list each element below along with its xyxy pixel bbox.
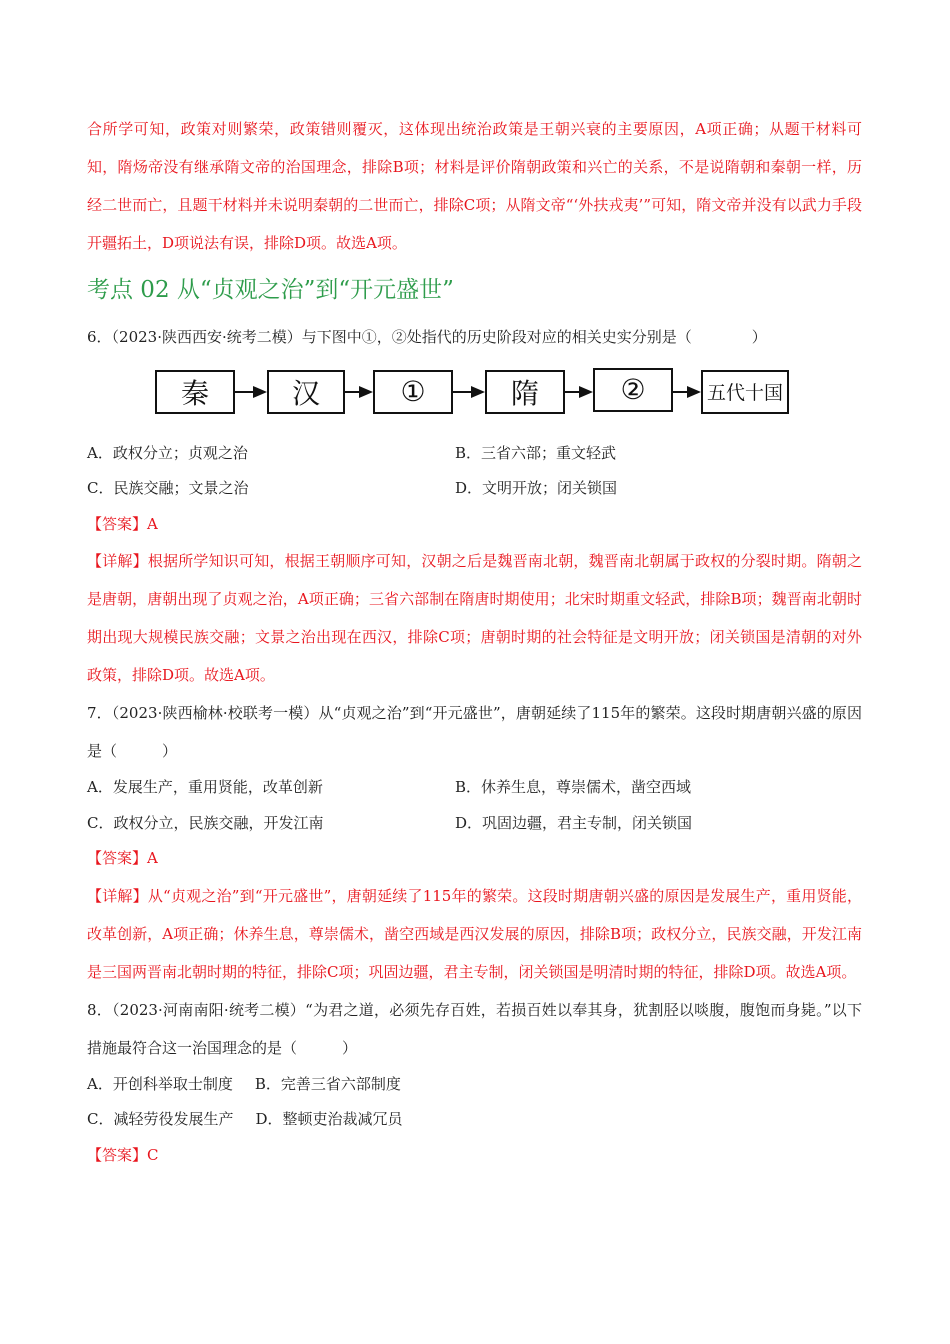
- flow-box-blank-1: ①: [373, 370, 453, 414]
- answer-tag: 【答案】: [87, 514, 148, 533]
- answer-value: A: [147, 514, 158, 533]
- q6-stem: 6．（2023·陕西西安·统考二模）与下图中①，②处指代的历史阶段对应的相关史实分别是（ ）: [87, 328, 767, 346]
- detail-tag: 【详解】: [87, 552, 148, 570]
- flow-arrow-4: [565, 384, 593, 400]
- q6-option-b[interactable]: B．三省六部；重文轻武: [455, 443, 617, 462]
- q6-option-a[interactable]: A．政权分立；贞观之治: [87, 443, 248, 462]
- q8-option-c[interactable]: C．减轻劳役发展生产: [87, 1110, 234, 1128]
- answer-tag: 【答案】: [87, 1145, 148, 1164]
- q8-option-a[interactable]: A．开创科举取士制度: [87, 1074, 233, 1093]
- q7-options-row-2: [87, 806, 862, 842]
- flow-box-han: 汉: [267, 370, 345, 414]
- section-heading: 考点 02 从“贞观之治”到“开元盛世”: [87, 277, 454, 303]
- flow-arrow-3: [453, 384, 485, 400]
- dynasty-flow-diagram: [87, 364, 862, 428]
- q6-options-row-2: [87, 471, 862, 507]
- previous-explanation: 合所学可知，政策对则繁荣，政策错则覆灭，这体现出统治政策是王朝兴衰的主要原因，A项正确；从题干材料可知，隋炀帝没有继承隋文帝的治国理念，排除B项；材料是评价隋朝政策和兴亡的关系，不是说隋朝和秦朝一样，历经二世而亡，且题干材料并未说明秦朝的二世而亡，排除C项；从隋文帝“‘外扶戎夷’”可知，隋文帝并没有以武力手段开疆拓土，D项说法有误，排除D项。故选A项。: [87, 120, 862, 252]
- flow-box-five-dynasties: 五代十国: [701, 370, 789, 414]
- q8-stem: 8．（2023·河南南阳·统考二模）“为君之道，必须先存百姓，若损百姓以奉其身，犹割胫以啖腹，腹饱而身毙。”以下措施最符合这一治国理念的是（ ）: [87, 1000, 862, 1057]
- q6-option-d[interactable]: D．文明开放；闭关锁国: [455, 479, 618, 497]
- q8-option-d[interactable]: D．整顿吏治裁减冗员: [255, 1110, 403, 1128]
- q7-option-c[interactable]: C．政权分立，民族交融，开发江南: [87, 813, 324, 832]
- q6-option-c[interactable]: C．民族交融；文景之治: [87, 479, 249, 497]
- flow-arrow-5: [673, 384, 701, 400]
- q6-answer: [87, 507, 862, 543]
- flow-arrow-1: [235, 384, 267, 400]
- q6-detail: [87, 542, 862, 694]
- detail-text: 根据所学知识可知，根据王朝顺序可知，汉朝之后是魏晋南北朝，魏晋南北朝属于政权的分裂时期。隋朝之是唐朝，唐朝出现了贞观之治，A项正确；三省六部制在隋唐时期使用；北宋时期重文轻武，排除B项；魏晋南北朝时期出现大规模民族交融；文景之治出现在西汉，排除C项；唐朝时期的社会特征是文明开放；闭关锁国是清朝的对外政策，排除D项。故选A项。: [87, 552, 862, 684]
- q7-option-d[interactable]: D．巩固边疆，君主专制，闭关锁国: [455, 813, 693, 832]
- q7-stem: 7．（2023·陕西榆林·校联考一模）从“贞观之治”到“开元盛世”，唐朝延续了115年的繁荣。这段时期唐朝兴盛的原因是（ ）: [87, 704, 862, 760]
- flow-box-sui: 隋: [485, 370, 565, 414]
- q7-detail: [87, 877, 862, 991]
- q8-answer: [87, 1138, 862, 1174]
- document-page: [87, 110, 862, 1173]
- answer-value: C: [147, 1145, 159, 1164]
- flow-arrow-2: [345, 384, 373, 400]
- q8-option-b[interactable]: B．完善三省六部制度: [254, 1074, 401, 1093]
- q7-option-a[interactable]: A．发展生产，重用贤能，改革创新: [87, 778, 323, 796]
- answer-value: A: [147, 849, 158, 867]
- detail-tag: 【详解】: [87, 886, 148, 905]
- q7-options-row-1: [87, 770, 862, 806]
- q8-options-row-2: [87, 1102, 862, 1138]
- q6-options-row-1: [87, 436, 862, 472]
- flow-box-blank-2: ②: [593, 368, 673, 412]
- flow-box-qin: 秦: [155, 370, 235, 414]
- q8-options-row-1: [87, 1067, 862, 1103]
- answer-tag: 【答案】: [87, 849, 148, 867]
- q7-option-b[interactable]: B．休养生息，尊崇儒术，凿空西域: [455, 778, 692, 796]
- q7-answer: [87, 841, 862, 877]
- detail-text: 从“贞观之治”到“开元盛世”，唐朝延续了115年的繁荣。这段时期唐朝兴盛的原因是发展生产，重用贤能，改革创新，A项正确；休养生息，尊崇儒术，凿空西域是西汉发展的原因，排除B项；政权分立，民族交融，开发江南是三国两晋南北朝时期的特征，排除C项；巩固边疆，君主专制，闭关锁国是明清时期的特征，排除D项。故选A项。: [87, 886, 862, 981]
